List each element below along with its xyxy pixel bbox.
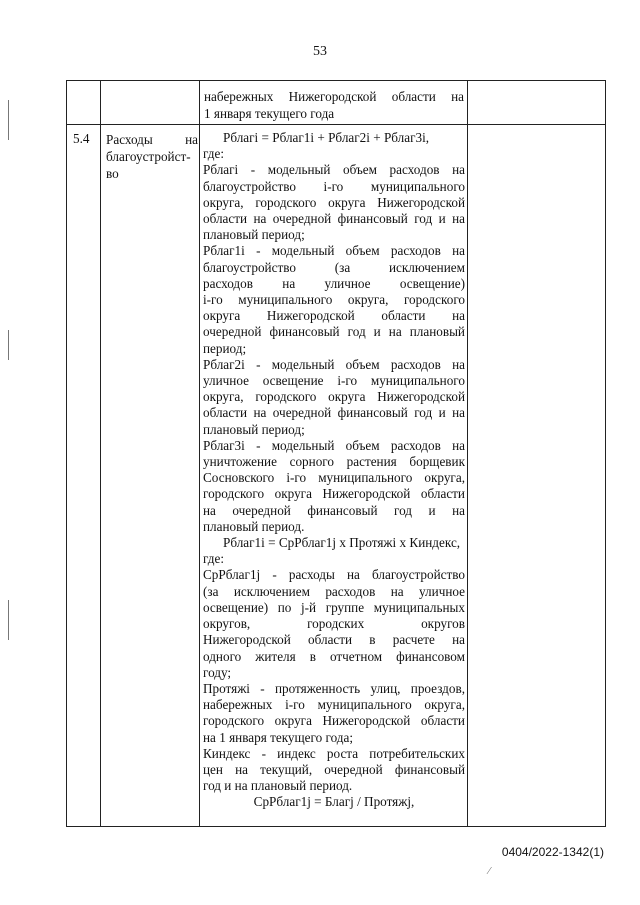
content-line: году;	[203, 664, 232, 680]
row-number: 5.4	[73, 131, 90, 146]
content-line: на 1 января текущего года;	[203, 729, 354, 745]
content-line: СрРблаг1j = Благj / Протяжj,	[253, 794, 415, 810]
content-line: Протяжi - протяженность улиц, проездов,	[203, 680, 465, 696]
content-line: период;	[203, 340, 247, 356]
content-line: Киндекс - индекс роста потребительских	[203, 745, 465, 761]
content-line: Рблагi - модельный объем расходов на	[203, 162, 465, 178]
content-line: округа, городского округа Нижегородской	[203, 194, 465, 210]
content-line: Рблаг2i - модельный объем расходов на	[203, 356, 465, 372]
row-content	[203, 130, 465, 811]
content-line: области на очередной финансовый год и на	[203, 405, 465, 421]
document-code: 0404/2022-1342(1)	[501, 845, 604, 859]
margin-mark	[8, 100, 9, 140]
content-line: (за исключением расходов на уличное	[203, 583, 465, 599]
content-line: плановый период;	[203, 421, 305, 437]
content-line: одного жителя в отчетном финансовом	[203, 648, 465, 664]
margin-mark	[8, 600, 9, 640]
content-line: округа, городского округа Нижегородской	[203, 389, 465, 405]
row-text-line: набережных Нижегородской области на	[204, 89, 464, 104]
content-line: цен на текущий, очередной финансовый	[203, 761, 465, 777]
content-line: плановый период;	[203, 227, 305, 243]
table-row-continuation	[204, 88, 464, 122]
content-line: уличное освещение i-го муниципального	[203, 373, 465, 389]
content-line: Рблаг1i - модельный объем расходов на	[203, 243, 465, 259]
row-name-line: во	[106, 166, 119, 181]
row-name-line: благоустройст-	[106, 149, 191, 164]
content-line: Рблаг1i = СрРблаг1j x Протяжi x Киндекс,	[223, 535, 461, 551]
content-line: округа Нижегородской области на	[203, 308, 465, 324]
content-line: плановый период.	[203, 518, 305, 534]
content-line: очередной финансовый год и на плановый	[203, 324, 465, 340]
content-line: где:	[203, 551, 224, 567]
content-line: расходов на уличное освещение)	[203, 275, 465, 291]
scan-tick: ⁄	[488, 866, 490, 877]
page-number: 53	[313, 44, 327, 59]
content-line: благоустройство i-го муниципального	[203, 178, 465, 194]
row-name	[106, 131, 198, 182]
content-line: освещение) по j-й группе муниципальных	[203, 599, 465, 615]
content-line: городского округа Нижегородской области	[203, 486, 465, 502]
content-line: i-го муниципального округа, городского	[203, 292, 465, 308]
content-line: Нижегородской области в расчете на	[203, 632, 465, 648]
margin-mark	[8, 330, 9, 360]
row-text-line: 1 января текущего года	[204, 106, 335, 121]
content-line: где:	[203, 146, 224, 162]
content-line: уничтожение сорного растения борщевик	[203, 454, 465, 470]
content-line: Рблаг3i - модельный объем расходов на	[203, 437, 465, 453]
content-line: СрРблаг1j - расходы на благоустройство	[203, 567, 465, 583]
content-line: области на очередной финансовый год и на	[203, 211, 465, 227]
content-line: Сосновского i-го муниципального округа,	[203, 470, 465, 486]
content-line: на очередной финансовый год и на	[203, 502, 465, 518]
content-line: набережных i-го муниципального округа,	[203, 697, 465, 713]
content-line: Рблагi = Рблаг1i + Рблаг2i + Рблаг3i,	[223, 130, 430, 145]
content-line: округов, городских округов	[203, 616, 465, 632]
row-name-line: Расходы на	[106, 132, 198, 147]
content-line: благоустройство (за исключением	[203, 259, 465, 275]
content-line: городского округа Нижегородской области	[203, 713, 465, 729]
content-line: год и на плановый период.	[203, 778, 353, 794]
